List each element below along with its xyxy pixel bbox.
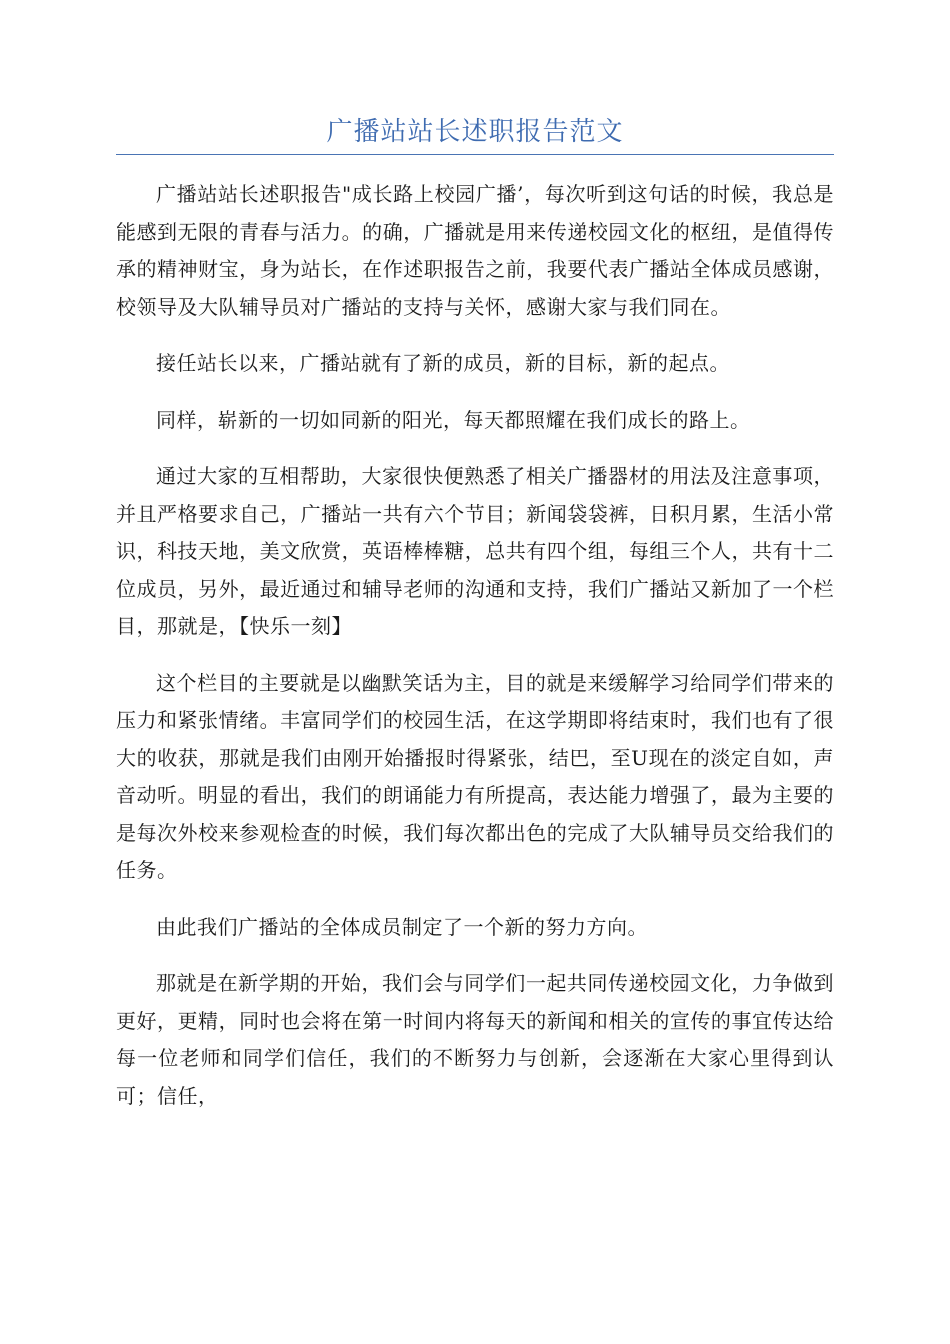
paragraph-5: 这个栏目的主要就是以幽默笑话为主，目的就是来缓解学习给同学们带来的压力和紧张情绪。丰富同学们的校园生活，在这学期即将结束时，我们也有了很大的收获，那就是我们由刚开始播报时得紧张，结巴，至U现在的淡定自如，声音动听。明显的看出，我们的朗诵能力有所提高，表达能力增强了，最为主要的是每次外校来参观检查的时候，我们每次都出色的完成了大队辅导员交给我们的任务。 [116, 670, 834, 882]
paragraph-2: 接任站长以来，广播站就有了新的成员，新的目标，新的起点。 [156, 351, 730, 375]
paragraph-3: 同样，崭新的一切如同新的阳光，每天都照耀在我们成长的路上。 [156, 407, 751, 432]
title-underline [116, 154, 834, 155]
paragraph-7: 那就是在新学期的开始，我们会与同学们一起共同传递校园文化，力争做到更好，更精，同时也会将在第一时间内将每天的新闻和相关的宣传的事宜传达给每一位老师和同学们信任，我们的不断努力与创新，会逐渐在大家心里得到认可；信任， [116, 971, 834, 1108]
paragraph-1: 广播站站长述职报告"成长路上校园广播’，每次听到这句话的时候，我总是能感到无限的青春与活力。的确，广播就是用来传递校园文化的枢纽，是值得传承的精神财宝，身为站长，在作述职报告之前，我要代表广播站全体成员感谢，校领导及大队辅导员对广播站的支持与关怀，感谢大家与我们同在。 [116, 182, 834, 319]
document-title: 广播站站长述职报告范文 [326, 117, 624, 147]
paragraph-4: 通过大家的互相帮助，大家很快便熟悉了相关广播器材的用法及注意事项，并且严格要求自己，广播站一共有六个节目；新闻袋袋裤，日积月累，生活小常识，科技天地，美文欣赏，英语棒棒糖，总共有四个组，每组三个人，共有十二位成员，另外，最近通过和辅导老师的沟通和支持，我们广播站又新加了一个栏目，那就是，【快乐一刻】 [116, 464, 834, 638]
document-body [116, 176, 834, 1134]
paragraph-6: 由此我们广播站的全体成员制定了一个新的努力方向。 [156, 914, 648, 939]
